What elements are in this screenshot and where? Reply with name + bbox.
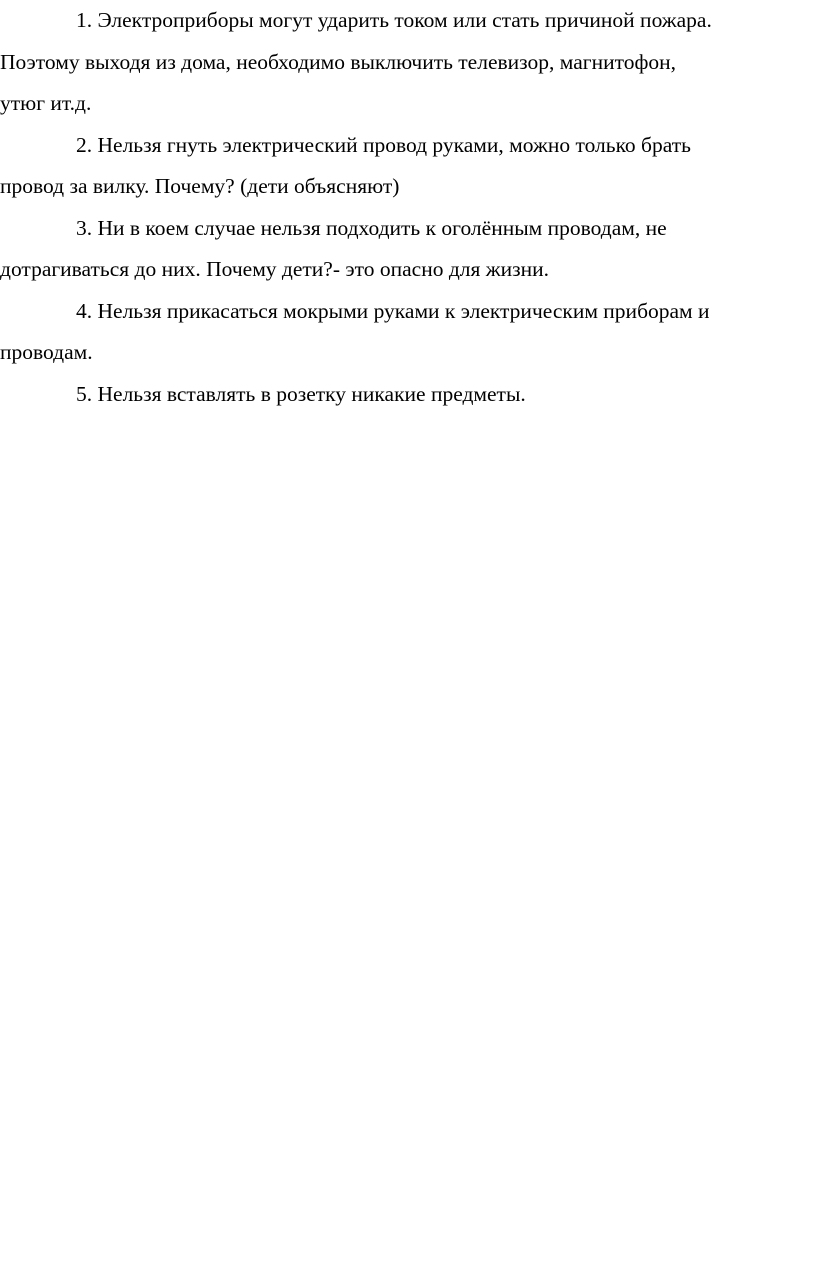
list-item-5 (0, 374, 806, 416)
list-item-1 (0, 0, 806, 125)
list-item-4 (0, 291, 806, 374)
document-body (0, 0, 806, 415)
item-4-line-1 (0, 291, 806, 333)
item-2-number: 2. (76, 132, 93, 157)
item-4-number: 4. (76, 298, 93, 323)
item-5-number: 5. (76, 381, 93, 406)
item-1-text-1: Электроприборы могут ударить током или стать причиной пожара. (97, 8, 712, 32)
item-3-text-1: Ни в коем случае нельзя подходить к оголённым проводам, не (97, 215, 667, 240)
item-1-line-2: Поэтому выходя из дома, необходимо выключить телевизор, магнитофон, (0, 49, 677, 74)
item-1-line-1 (0, 0, 806, 42)
item-5-text-1: Нельзя вставлять в розетку никакие предметы. (97, 381, 526, 406)
item-1-number: 1. (76, 8, 93, 32)
list-item-2 (0, 125, 806, 208)
item-3-number: 3. (76, 215, 93, 240)
item-1-line-3: утюг ит.д. (0, 91, 92, 115)
item-2-line-1 (0, 125, 806, 167)
item-2-text-1: Нельзя гнуть электрический провод руками, можно только брать (97, 132, 691, 157)
item-4-line-2: проводам. (0, 340, 93, 364)
item-2-line-2: провод за вилку. Почему? (дети объясняют) (0, 174, 400, 198)
item-3-line-1 (0, 208, 806, 250)
item-4-text-1: Нельзя прикасаться мокрыми руками к электрическим приборам и (97, 298, 710, 323)
list-item-3 (0, 208, 806, 291)
item-3-line-2: дотрагиваться до них. Почему дети?- это опасно для жизни. (0, 257, 549, 281)
item-5-line-1 (0, 374, 806, 416)
